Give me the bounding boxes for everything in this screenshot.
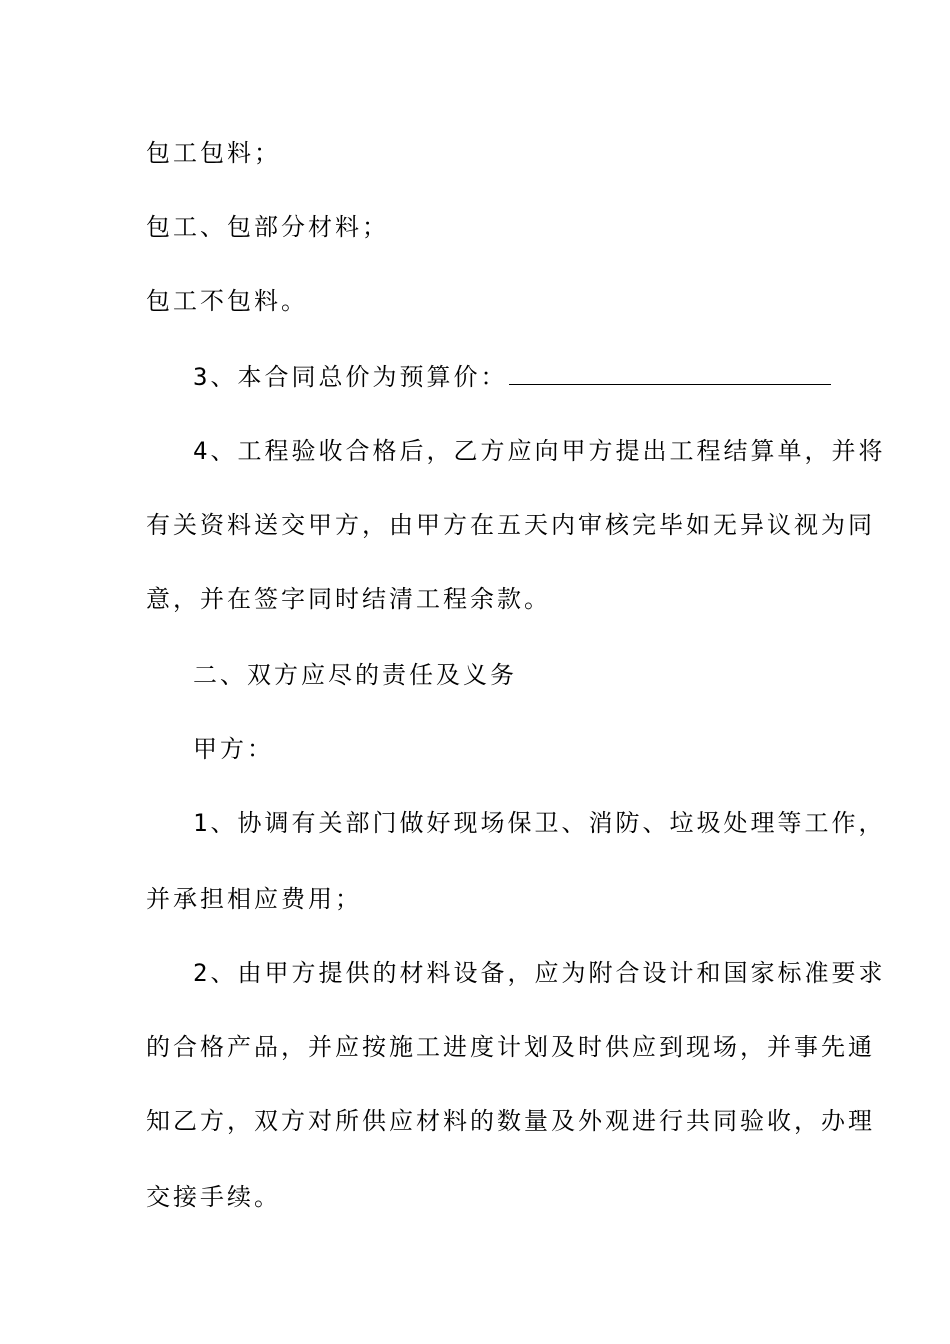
text-line: 并承担相应费用； (146, 885, 362, 913)
text-line: 包工不包料。 (146, 287, 308, 315)
text-line: 1、协调有关部门做好现场保卫、消防、垃圾处理等工作， (193, 809, 886, 837)
party-label: 甲方： (193, 735, 274, 763)
text-line: 包工包料； (146, 139, 281, 167)
text-line: 3、本合同总价为预算价： (193, 363, 508, 391)
text-line: 交接手续。 (146, 1183, 281, 1211)
contract-price-line (193, 362, 831, 392)
section-heading: 二、双方应尽的责任及义务 (193, 661, 517, 689)
text-line: 包工、包部分材料； (146, 213, 389, 241)
fill-in-blank (509, 364, 831, 385)
text-line: 4、工程验收合格后，乙方应向甲方提出工程结算单，并将 (193, 437, 886, 465)
text-line: 知乙方，双方对所供应材料的数量及外观进行共同验收，办理 (146, 1107, 875, 1135)
text-line: 意，并在签字同时结清工程余款。 (146, 585, 551, 613)
text-line: 有关资料送交甲方，由甲方在五天内审核完毕如无异议视为同 (146, 511, 875, 539)
text-line: 2、由甲方提供的材料设备，应为附合设计和国家标准要求 (193, 959, 886, 987)
text-line: 的合格产品，并应按施工进度计划及时供应到现场，并事先通 (146, 1033, 875, 1061)
